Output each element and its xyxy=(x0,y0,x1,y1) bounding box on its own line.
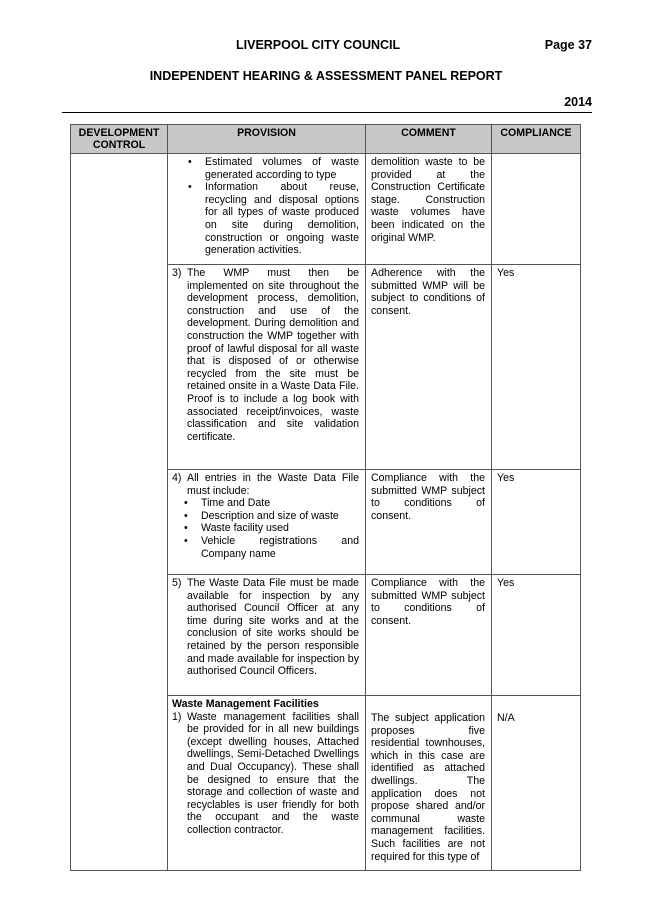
provision-cell xyxy=(168,470,366,575)
list-item: • Vehicle registrations and Company name xyxy=(172,535,359,560)
table-row xyxy=(71,154,581,265)
provision-number: 3) xyxy=(172,267,182,279)
provision-number: 4) xyxy=(172,472,182,484)
numbered-provision xyxy=(172,711,359,837)
provision-number: 5) xyxy=(172,577,182,589)
comment-cell: Compliance with the submitted WMP subject to conditions of consent. xyxy=(366,575,492,696)
provision-cell xyxy=(168,154,366,265)
comment-cell: The subject application proposes five residential townhouses, which in this case are identified as attached dwellings. The application does not propose shared and/or communal waste management facilities. Such facilities are not required for this type of xyxy=(366,696,492,871)
provision-text: Waste management facilities shall be provided for in all new buildings (except dwelling houses, Attached dwellings, Semi-Detached Dwellings and Dual Occupancy). These shall be designed to ensure that the storage and collection of waste and recyclables is user friendly for both the occupant and the waste collection contractor. xyxy=(187,710,359,836)
list-item: • Estimated volumes of waste generated according to type xyxy=(172,156,359,181)
numbered-provision xyxy=(172,577,359,678)
comment-cell: Compliance with the submitted WMP subject to conditions of consent. xyxy=(366,470,492,575)
numbered-provision xyxy=(172,267,359,443)
provision-number: 1) xyxy=(172,710,182,723)
page-number: Page 37 xyxy=(544,38,592,52)
council-name: LIVERPOOL CITY COUNCIL xyxy=(236,38,401,52)
development-control-cell xyxy=(71,154,168,871)
comment-cell: demolition waste to be provided at the Construction Certificate stage. Construction waste volumes have been indicated on the original WMP. xyxy=(366,154,492,265)
provision-cell xyxy=(168,696,366,871)
list-item: • Description and size of waste xyxy=(172,510,359,523)
list-item: • Waste facility used xyxy=(172,522,359,535)
report-title: INDEPENDENT HEARING & ASSESSMENT PANEL REPORT xyxy=(149,69,503,83)
list-item: • Information about reuse, recycling and disposal options for all types of waste produced on site during demolition, construction or ongoing waste generation activities. xyxy=(172,181,359,257)
column-header-provision: PROVISION xyxy=(168,125,366,154)
column-header-development-control: DEVELOPMENT CONTROL xyxy=(71,125,168,154)
header-divider xyxy=(62,112,592,113)
compliance-cell: Yes xyxy=(492,575,581,696)
list-item: • Time and Date xyxy=(172,497,359,510)
provision-text: The WMP must then be implemented on site throughout the development process, demolition, construction and use of the development. During demolition and construction the WMP together with proof of lawful disposal for all waste that is disposed of or otherwise recycled from the site must be retained onsite in a Waste Data File. Proof is to include a log book with associated receipt/invoices, waste classification and site validation certificate. xyxy=(187,267,359,443)
provision-bullet-list xyxy=(172,156,359,257)
compliance-cell xyxy=(492,154,581,265)
page-header xyxy=(0,38,652,56)
column-header-compliance: COMPLIANCE xyxy=(492,125,581,154)
compliance-cell: Yes xyxy=(492,265,581,470)
provision-cell xyxy=(168,265,366,470)
provision-cell xyxy=(168,575,366,696)
provision-bullet-list xyxy=(172,497,359,560)
compliance-cell: N/A xyxy=(492,696,581,871)
compliance-table xyxy=(70,124,581,871)
compliance-cell: Yes xyxy=(492,470,581,575)
comment-cell: Adherence with the submitted WMP will be subject to conditions of consent. xyxy=(366,265,492,470)
column-header-comment: COMMENT xyxy=(366,125,492,154)
provision-text: All entries in the Waste Data File must include: xyxy=(187,472,359,497)
table-header-row xyxy=(71,125,581,154)
report-year: 2014 xyxy=(564,95,592,109)
numbered-provision xyxy=(172,472,359,497)
provision-text: The Waste Data File must be made available for inspection by any authorised Council Officer at any time during site works and at the conclusion of site works should be retained by the person responsible and made available for inspection by authorised Council Officers. xyxy=(187,577,359,678)
section-heading: Waste Management Facilities xyxy=(172,698,319,710)
